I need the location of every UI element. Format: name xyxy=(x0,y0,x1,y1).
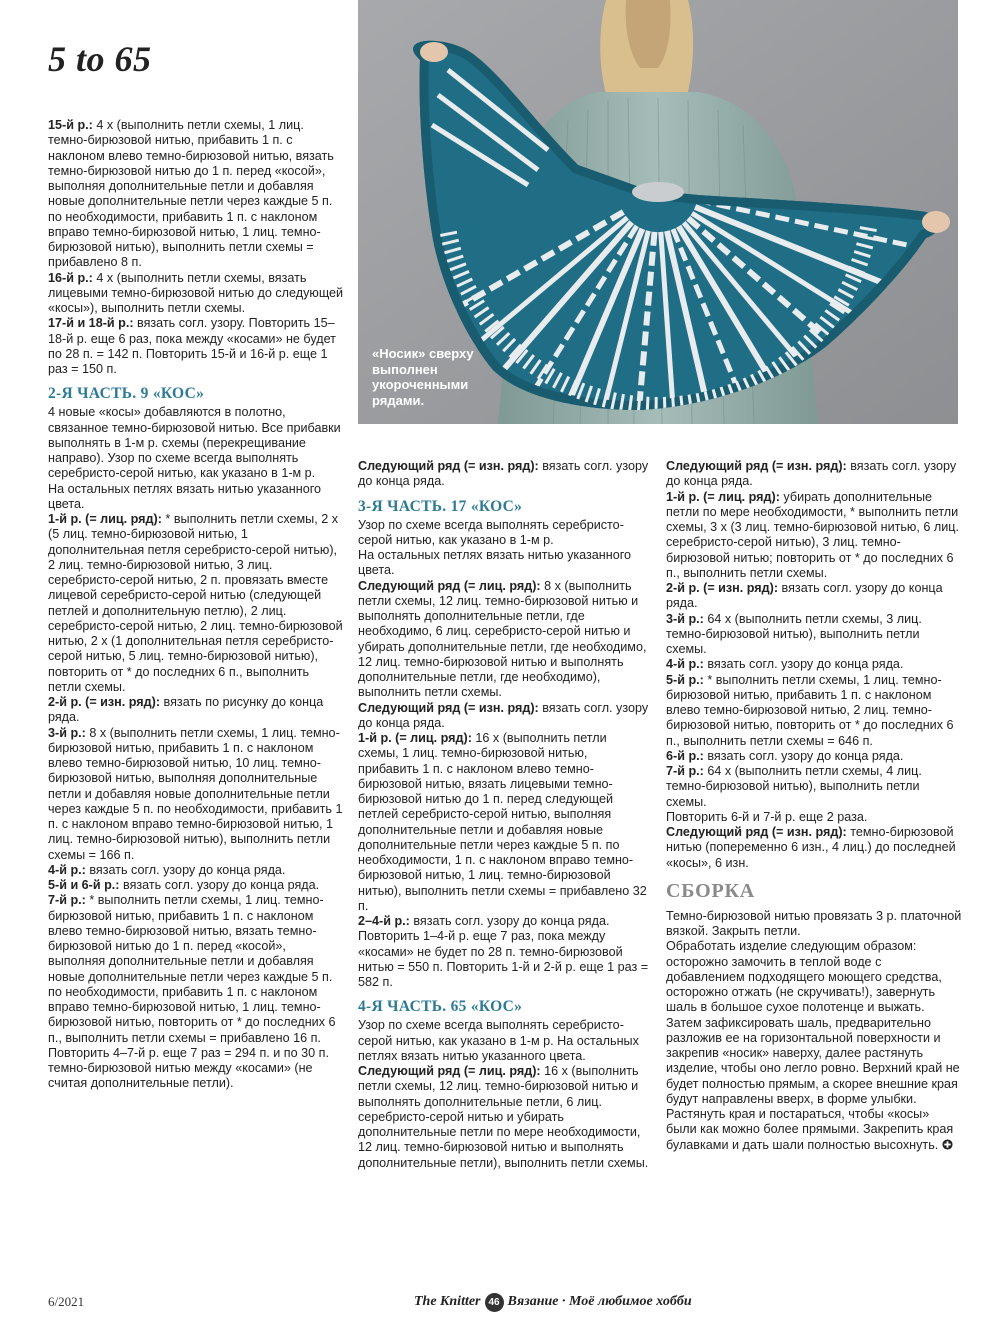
paragraph: 15-й р.: 4 х (выполнить петли схемы, 1 лиц. темно-бирюзовой нитью, прибавить 1 п. с наклоном влево темно-бирюзовой нитью, вязать темно-бирюзовой нитью до 1 п. перед «косой», выполняя дополнительные петли и добавляя новые дополнительные петли через каждые 5 п. по необходимости, прибавить 1 п. с наклоном вправо темно-бирюзовой нитью, 1 лиц. темно-бирюзовой нитью), выполнить петли схемы = прибавлено 8 п. xyxy=(48,118,334,270)
text-column-1 xyxy=(48,118,344,1092)
paragraph: 1-й р. (= лиц. ряд): убирать дополнительные петли по мере необходимости, * выполнить петли схемы, 3 х (3 лиц. темно-бирюзовой нитью, 6 лиц. серебристо-серой нитью), 3 лиц. темно-бирюзовой нитью; повторить от * до последних 6 п., выполнить петли схемы. xyxy=(666,489,959,580)
paragraph: 1-й р. (= лиц. ряд): 16 х (выполнить петли схемы, 1 лиц. темно-бирюзовой нитью, прибавить 1 п. с наклоном влево темно-бирюзовой нитью, вязать лицевыми темно-бирюзовой нитью до 1 п. перед следующей петлей серебристо-серой нитью, выполняя дополнительные петли и добавляя новые дополнительные петли через каждые 5 п. по необходимости, 1 п. с наклоном вправо темно-бирюзовой нитью, 1 лиц. темно-бирюзовой нитью), выполнить петли схемы = прибавлено 32 п. xyxy=(358,731,647,913)
section-heading: 4-Я ЧАСТЬ. 65 «КОС» xyxy=(358,998,523,1016)
end-mark-icon xyxy=(942,1139,953,1150)
paragraph: 5-й р.: * выполнить петли схемы, 1 лиц. темно-бирюзовой нитью, прибавить 1 п. с наклоном влево темно-бирюзовой нитью, 2 лиц. темно-бирюзовой нитью, повторить от * до последних 6 п., выполнить петли схемы = 646 п. xyxy=(666,672,954,748)
paragraph: 2-й р. (= изн. ряд): вязать согл. узору до конца ряда. xyxy=(666,581,943,611)
page-number: 46 xyxy=(485,1293,504,1312)
shawl-nose xyxy=(632,182,684,202)
paragraph: Повторить 6-й и 7-й р. еще 2 раза. xyxy=(666,809,868,824)
photo-caption: «Носик» сверху выполнен укороченными рядами. xyxy=(372,346,474,408)
paragraph: 4-й р.: вязать согл. узору до конца ряда. xyxy=(48,862,286,877)
paragraph: 7-й р.: * выполнить петли схемы, 1 лиц. темно-бирюзовой нитью, прибавить 1 п. с наклоном влево темно-бирюзовой нитью, вязать темно-бирюзовой нитью до 1 п. перед «косой», выполняя дополнительные петли и добавляя новые дополнительные петли через каждые 5 п. по необходимости, прибавить 1 п. с наклоном вправо темно-бирюзовой нитью, 1 лиц. темно-бирюзовой нитью, повторить от * до последних 6 п., выполнить петли схемы = прибавлено 16 п. Повторить 4–7-й р. еще 7 раз = 294 п. и по 30 п. темно-бирюзовой нитью между «косами» (не считая дополнительные петли). xyxy=(48,893,336,1091)
paragraph: Следующий ряд (= изн. ряд): темно-бирюзовой нитью (попеременно 6 изн., 4 лиц.) до последней «косы», 6 изн. xyxy=(666,825,956,870)
paragraph: Темно-бирюзовой нитью провязать 3 р. платочной вязкой. Закрыть петли. xyxy=(666,908,962,938)
paragraph: На остальных петлях вязать нитью указанного цвета. xyxy=(48,481,322,511)
paragraph: 1-й р. (= лиц. ряд): * выполнить петли схемы, 2 х (5 лиц. темно-бирюзовой нитью, 1 дополнительная петля серебристо-серой нитью), 2 лиц. темно-бирюзовой нитью, 3 лиц. серебристо-серой нитью, 2 п. провязать вместе лицевой серебристо-серой нитью (следующей петлей и дополнительную петлю), 2 лиц. серебристо-серой нитью, 2 лиц. темно-бирюзовой нитью, 2 х (1 дополнительная петля серебристо-серой нитью, 5 лиц. темно-бирюзовой нитью), повторить от * до последних 6 п., выполнить петли схемы. xyxy=(48,512,343,694)
paragraph: Следующий ряд (= изн. ряд): вязать согл. узору до конца ряда. xyxy=(666,459,957,489)
magazine-name: The Knitter xyxy=(414,1294,481,1309)
paragraph: 6-й р.: вязать согл. узору до конца ряда. xyxy=(666,748,904,763)
paragraph: 3-й р.: 8 х (выполнить петли схемы, 1 лиц. темно-бирюзовой нитью, прибавить 1 п. с наклоном влево темно-бирюзовой нитью, 10 лиц. темно-бирюзовой нитью, выполняя дополнительные петли и добавляя новые дополнительные петли через каждые 5 п. по необходимости, прибавить 1 п. с наклоном вправо темно-бирюзовой нитью, 1 лиц. темно-бирюзовой нитью), выполнить петли схемы = 166 п. xyxy=(48,725,343,862)
right-hand xyxy=(922,211,950,233)
paragraph: Узор по схеме всегда выполнять серебристо-серой нитью, как указано в 1-м р. На остальных петлях вязать нитью указанного цвета. xyxy=(358,1018,639,1063)
paragraph: 2–4-й р.: вязать согл. узору до конца ряда. Повторить 1–4-й р. еще 7 раз, пока между «косами» не будет по 28 п. темно-бирюзовой нитью = 550 п. Повторить 1-й и 2-й р. еще 1 раз = 582 п. xyxy=(358,914,649,989)
paragraph: Следующий ряд (= лиц. ряд): 16 х (выполнить петли схемы, 12 лиц. темно-бирюзовой нитью и выполнять дополнительные петли, 6 лиц. серебристо-серой нитью и убирать дополнительные петли по мере необходимости, 12 лиц. темно-бирюзовой нитью и выполнять дополнительные петли), выполнить петли схемы. xyxy=(358,1064,649,1170)
footer-brand xyxy=(414,1292,692,1312)
paragraph: 7-й р.: 64 х (выполнить петли схемы, 4 лиц. темно-бирюзовой нитью), выполнить петли схемы. xyxy=(666,764,922,809)
paragraph: 4-й р.: вязать согл. узору до конца ряда. xyxy=(666,657,904,672)
paragraph xyxy=(666,939,962,1153)
paragraph: 16-й р.: 4 х (выполнить петли схемы, вязать лицевыми темно-бирюзовой нитью до следующей «косы»), выполнить петли схемы. xyxy=(48,270,344,315)
paragraph: Следующий ряд (= изн. ряд): вязать согл. узору до конца ряда. xyxy=(358,459,649,489)
paragraph: 4 новые «косы» добавляются в полотно, связанное темно-бирюзовой нитью. Все прибавки выполнять в 1-м р. схемы (перекрещивание направо). Узор по схеме всегда выполнять серебристо-серой нитью, как указано в 1-м р. xyxy=(48,405,341,481)
issue-date: 6/2021 xyxy=(48,1294,85,1309)
section-heading-assembly: СБОРКА xyxy=(666,879,756,902)
paragraph-text: Обработать изделие следующим образом: осторожно замочить в теплой воде с добавлением подходящего моющего средства, осторожно отжать (не скручивать!), завернуть шаль в большое сухое полотенце и выжать. Затем зафиксировать шаль, предварительно разложив ее на горизонтальной поверхности и закрепив «носик» наверху, далее растянуть изделие, чтобы оно легло ровно. Верхний край не будет полностью прямым, а скорее внешние края будут направлены вверх, в форме улыбки. Растянуть края и постараться, чтобы «косы» были как можно более прямыми. Закрепить края булавками и дать шали полностью высохнуть. xyxy=(666,939,960,1152)
paragraph: Узор по схеме всегда выполнять серебристо-серой нитью, как указано в 1-м р. xyxy=(358,517,624,547)
paragraph: Следующий ряд (= лиц. ряд): 8 х (выполнить петли схемы, 12 лиц. темно-бирюзовой нитью и выполнять дополнительные петли, где необходимо, 6 лиц. серебристо-серой нитью и убирать дополнительные петли, где необходимо, 12 лиц. темно-бирюзовой нитью и выполнять дополнительные петли, где необходимо), выполнить петли схемы. xyxy=(358,578,647,700)
paragraph: Следующий ряд (= изн. ряд): вязать согл. узору до конца ряда. xyxy=(358,700,649,730)
paragraph: 3-й р.: 64 х (выполнить петли схемы, 3 лиц. темно-бирюзовой нитью), выполнить петли схемы. xyxy=(666,611,922,656)
paragraph: На остальных петлях вязать нитью указанного цвета. xyxy=(358,548,632,578)
text-column-2 xyxy=(358,459,650,1171)
paragraph: 5-й и 6-й р.: вязать согл. узору до конца ряда. xyxy=(48,878,320,892)
paragraph: 2-й р. (= изн. ряд): вязать по рисунку до конца ряда. xyxy=(48,695,324,725)
section-heading: 3-Я ЧАСТЬ. 17 «КОС» xyxy=(358,497,523,515)
page-title: 5 to 65 xyxy=(48,39,152,79)
paragraph: 17-й и 18-й р.: вязать согл. узору. Повторить 15–18-й р. еще 6 раз, пока между «косами» не будет по 28 п. = 142 п. Повторить 15-й и 16-й р. еще 1 раз = 150 п. xyxy=(48,316,336,376)
rubric: Вязание · Моё любимое хобби xyxy=(507,1294,692,1309)
left-hand xyxy=(420,42,448,62)
text-column-3 xyxy=(666,459,962,1153)
section-heading: 2-Я ЧАСТЬ. 9 «КОС» xyxy=(48,385,205,403)
